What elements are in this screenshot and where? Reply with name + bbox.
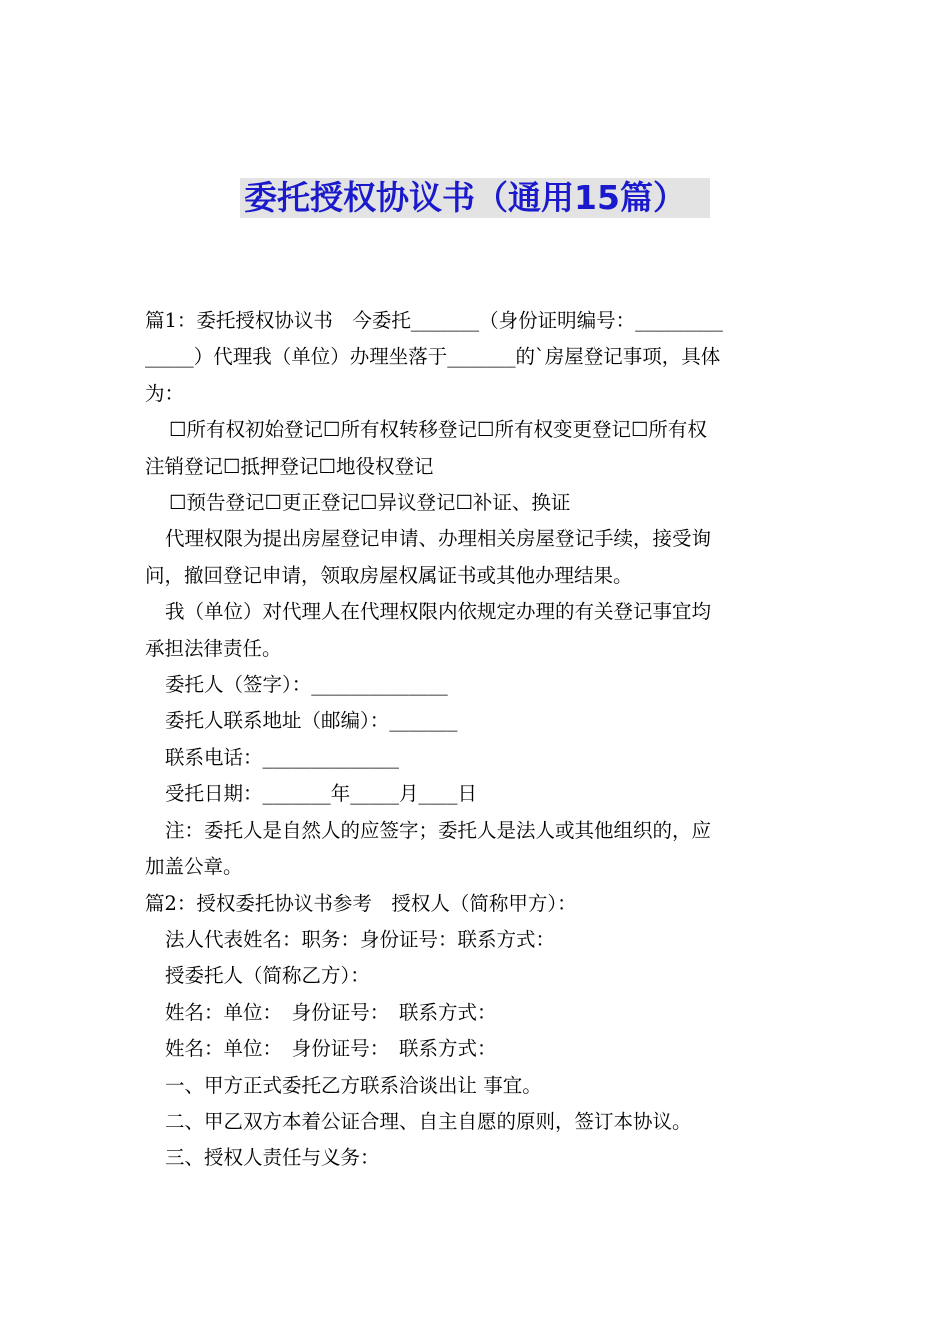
paragraph-line: _____）代理我（单位）办理坐落于_______的`房屋登记事项，具体 (145, 345, 721, 369)
document-body (145, 303, 810, 1177)
paragraph-line: 为： (145, 381, 185, 405)
paragraph-line: 法人代表姓名：职务：身份证号：联系方式： (165, 927, 556, 951)
paragraph-line: 姓名：单位： 身份证号： 联系方式： (165, 1037, 497, 1061)
checkbox-options-line: 注销登记☐抵押登记☐地役权登记 (145, 454, 434, 478)
checkbox-options-line: ☐预告登记☐更正登记☐异议登记☐补证、换证 (169, 491, 571, 515)
checkbox-options-line: ☐所有权初始登记☐所有权转移登记☐所有权变更登记☐所有权 (169, 418, 707, 442)
clause-line: 二、甲乙双方本着公证合理、自主自愿的原则，签订本协议。 (165, 1109, 692, 1133)
paragraph-line: 代理权限为提出房屋登记申请、办理相关房屋登记手续，接受询 (165, 527, 712, 551)
paragraph-line: 姓名：单位： 身份证号： 联系方式： (165, 1000, 497, 1024)
date-field-line: 受托日期：_______年_____月____日 (165, 782, 478, 806)
paragraph-line: 承担法律责任。 (145, 636, 282, 660)
section-heading-line: 篇2：授权委托协议书参考 授权人（简称甲方）： (145, 891, 577, 915)
clause-line: 三、授权人责任与义务： (165, 1146, 380, 1170)
signature-field-line: 委托人（签字）：______________ (165, 673, 448, 697)
title-container (0, 178, 950, 218)
note-line: 加盖公章。 (145, 855, 243, 879)
paragraph-line: 问，撤回登记申请，领取房屋权属证书或其他办理结果。 (145, 563, 633, 587)
clause-line: 一、甲方正式委托乙方联系洽谈出让 事宜。 (165, 1073, 542, 1097)
paragraph-line: 授委托人（简称乙方）： (165, 964, 370, 988)
document-title: 委托授权协议书（通用15篇） (240, 178, 710, 218)
note-line: 注：委托人是自然人的应签字；委托人是法人或其他组织的，应 (165, 818, 712, 842)
phone-field-line: 联系电话：______________ (165, 745, 400, 769)
address-field-line: 委托人联系地址（邮编）：_______ (165, 709, 458, 733)
paragraph-line: 我（单位）对代理人在代理权限内依规定办理的有关登记事宜均 (165, 600, 712, 624)
paragraph-line: 篇1：委托授权协议书 今委托_______（身份证明编号：_________ (145, 309, 723, 332)
